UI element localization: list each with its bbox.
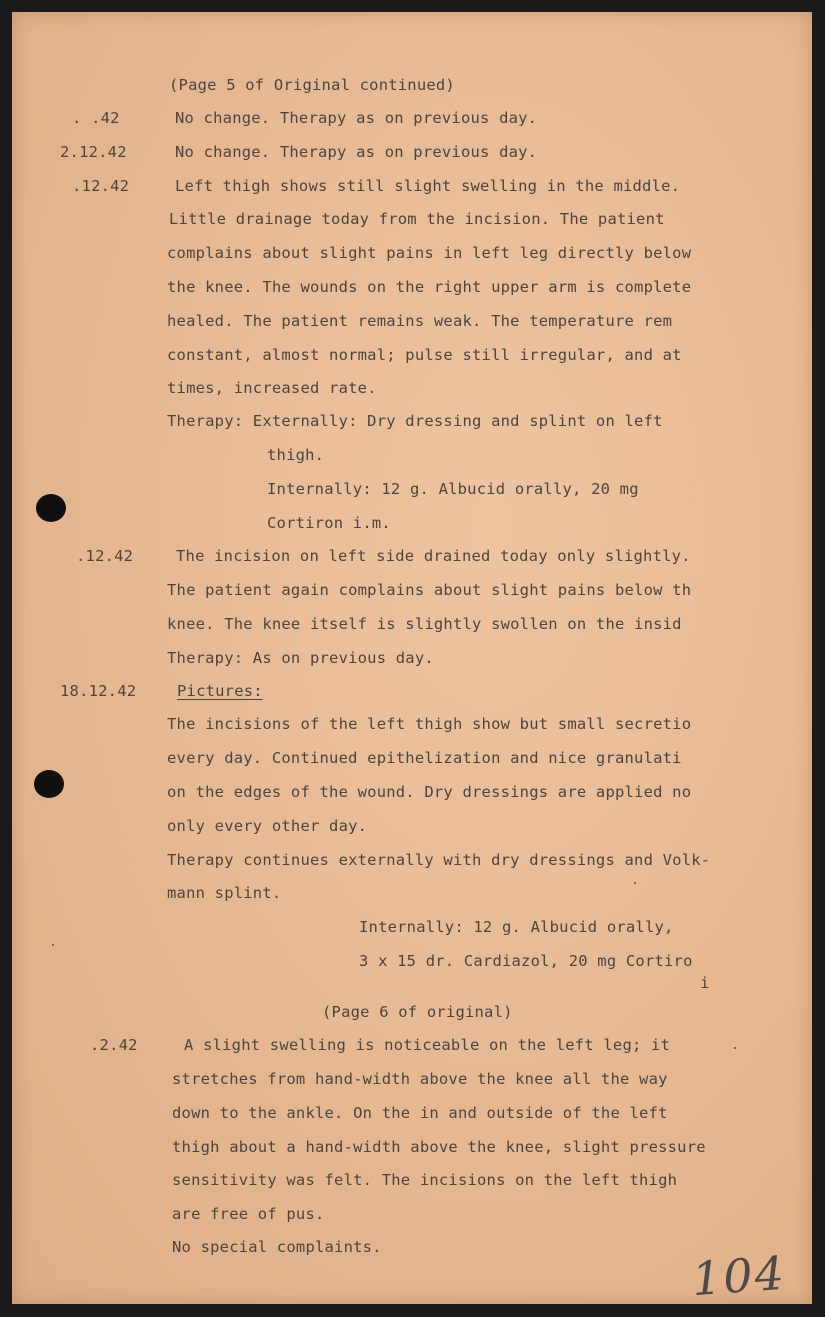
entry-text-line: thigh about a hand-width above the knee, slight pressure xyxy=(172,1138,706,1156)
entry-text-line: stretches from hand-width above the knee all the way xyxy=(172,1070,668,1088)
punch-hole-bottom xyxy=(34,770,64,798)
page-note: (Page 6 of original) xyxy=(322,1003,513,1021)
entry-text-line: healed. The patient remains weak. The temperature rem xyxy=(167,312,673,330)
punch-hole-top xyxy=(36,494,66,522)
entry-text-line: Little drainage today from the incision. The patient xyxy=(169,210,665,228)
entry-text-line: No special complaints. xyxy=(172,1238,382,1256)
entry-text-line: i xyxy=(700,974,710,992)
entry-text-line: only every other day. xyxy=(167,817,368,835)
entry-text-line: The patient again complains about slight pains below th xyxy=(167,581,692,599)
entry-date: . .42 xyxy=(72,109,120,127)
entry-text-line: are free of pus. xyxy=(172,1205,325,1223)
entry-text-line: 3 x 15 dr. Cardiazol, 20 mg Cortiro xyxy=(359,952,693,970)
entry-text-line: sensitivity was felt. The incisions on the left thigh xyxy=(172,1171,678,1189)
entry-text-line: constant, almost normal; pulse still irregular, and at xyxy=(167,346,682,364)
entry-text-line: The incision on left side drained today only slightly. xyxy=(176,547,691,565)
therapy-line: thigh. xyxy=(267,446,325,464)
document-page xyxy=(12,12,812,1307)
entry-text-line: times, increased rate. xyxy=(167,379,377,397)
header-note: (Page 5 of Original continued) xyxy=(169,76,455,94)
entry-date: 18.12.42 xyxy=(60,682,137,700)
paper-speck xyxy=(52,944,54,946)
entry-date: .12.42 xyxy=(72,177,130,195)
paper-speck xyxy=(734,1047,736,1049)
entry-text-line: Internally: 12 g. Albucid orally, xyxy=(359,918,674,936)
therapy-line: Internally: 12 g. Albucid orally, 20 mg xyxy=(267,480,639,498)
entry-text-line: Left thigh shows still slight swelling in the middle. xyxy=(175,177,681,195)
entry-text-line: mann splint. xyxy=(167,884,282,902)
entry-text-line: No change. Therapy as on previous day. xyxy=(175,143,538,161)
entry-text-line: Therapy continues externally with dry dressings and Volk- xyxy=(167,851,711,869)
entry-date: 2.12.42 xyxy=(60,143,127,161)
entry-text-line: No change. Therapy as on previous day. xyxy=(175,109,538,127)
entry-text-line: Therapy: As on previous day. xyxy=(167,649,434,667)
therapy-line: Cortiron i.m. xyxy=(267,514,391,532)
entry-text-line: A slight swelling is noticeable on the left leg; it xyxy=(184,1036,671,1054)
paper-speck xyxy=(634,882,636,884)
entry-date: .12.42 xyxy=(76,547,134,565)
therapy-line: Therapy: Externally: Dry dressing and splint on left xyxy=(167,412,663,430)
handwritten-page-number: 104 xyxy=(690,1245,788,1307)
entry-text-line: knee. The knee itself is slightly swollen on the insid xyxy=(167,615,682,633)
entry-text-line: on the edges of the wound. Dry dressings are applied no xyxy=(167,783,692,801)
entry-date: .2.42 xyxy=(90,1036,138,1054)
entry-text-line: complains about slight pains in left leg directly below xyxy=(167,244,692,262)
pictures-heading: Pictures: xyxy=(177,682,263,700)
entry-text-line: every day. Continued epithelization and nice granulati xyxy=(167,749,682,767)
entry-text-line: down to the ankle. On the in and outside of the left xyxy=(172,1104,668,1122)
entry-text-line: The incisions of the left thigh show but small secretio xyxy=(167,715,692,733)
entry-text-line: the knee. The wounds on the right upper arm is complete xyxy=(167,278,692,296)
